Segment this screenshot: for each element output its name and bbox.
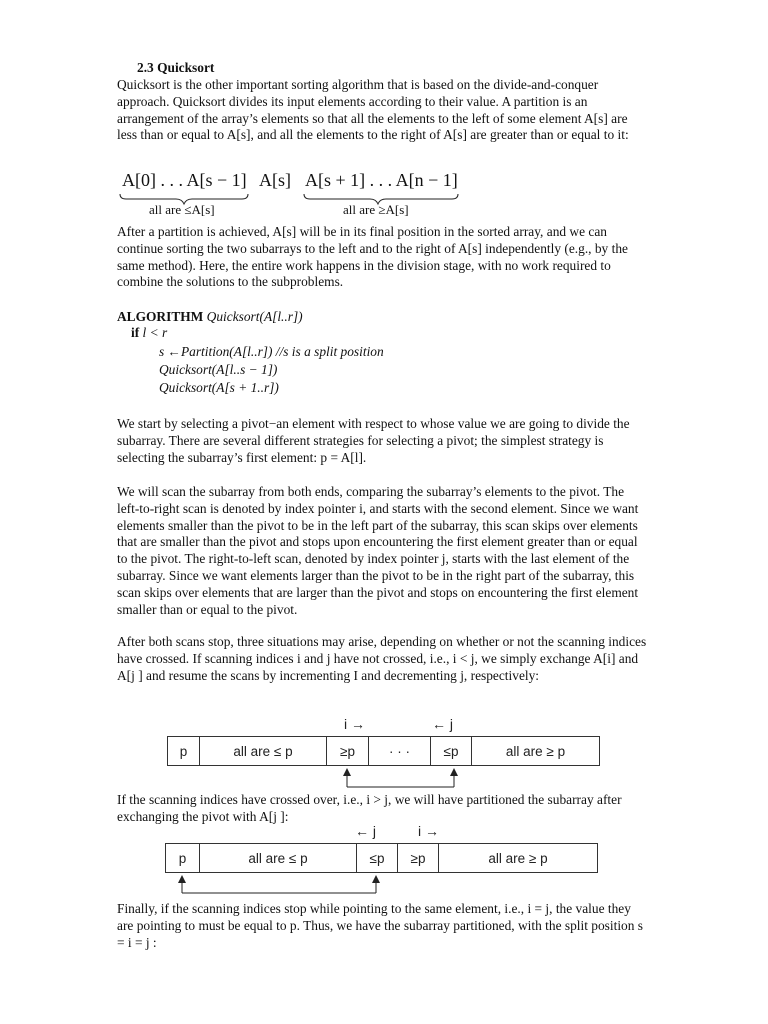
exchange-arrow (170, 873, 390, 901)
cell-i: ≥p (327, 737, 369, 765)
after-partition-paragraph: After a partition is achieved, A[s] will be in its final position in the sorted array, and we can continue sorting the two subarrays to the left and to the right of A[s] independently (e.g., by the same method). Here, the entire work happens in the division stage, with no work required to combine the solutions to the subproblems. (117, 224, 628, 290)
algorithm-keyword: ALGORITHM (117, 309, 204, 324)
formula-middle: A[s] (259, 170, 291, 190)
formula-right-label: all are ≥A[s] (343, 202, 409, 217)
pointer-j-label: ← j (355, 823, 376, 839)
cell-greater-equal: all are ≥ p (488, 850, 548, 866)
formula-left: A[0] . . . A[s − 1] (122, 170, 247, 190)
subarray-box (167, 736, 600, 766)
pointer-i-label: i → (418, 823, 439, 839)
pointer-i-label: i → (344, 716, 365, 732)
exchange-arrow (335, 766, 465, 794)
algorithm-line-recurse-right: Quicksort(A[s + 1..r]) (159, 380, 279, 395)
cell-less-equal: all are ≤ p (200, 844, 357, 872)
section-title: 2.3 Quicksort (137, 60, 215, 75)
intro-paragraph: Quicksort is the other important sorting algorithm that is based on the divide-and-conquer approach. Quicksort divides its input elements according to their value. A partition is an arrangement of the array’s elements so that all the elements to the left of some element A[s] are less than or equal to A[s], and all the elements to the right of A[s] are greater than or equal to it: (117, 77, 629, 143)
algorithm-condition: l < r (142, 325, 168, 340)
pointer-j-label: ← j (432, 716, 453, 732)
cell-i: ≥p (398, 844, 439, 872)
cell-j: ≤p (357, 844, 398, 872)
algorithm-name: Quicksort(A[l..r]) (206, 309, 303, 324)
scan-paragraph: We will scan the subarray from both ends, comparing the subarray’s elements to the pivot. The left-to-right scan is denoted by index pointer i, and starts with the second element. Since we want elements smaller than the pivot to be in the left part of the subarray, this scan skips over elements that are smaller than the pivot and stops upon encountering the first element greater than or equal to the pivot. The right-to-left scan, denoted by index pointer j, starts with the last element of the subarray. Since we want elements larger than the pivot to be in the right part of the subarray, this scan skips over elements that are larger than the pivot and stops on encountering the first element smaller than or equal to the pivot. (117, 484, 639, 617)
cell-less-equal: all are ≤ p (200, 737, 327, 765)
subarray-box (165, 843, 598, 873)
algorithm-if: if (131, 325, 140, 340)
algorithm-line-partition: s ←Partition(A[l..r]) //s is a split position (159, 344, 384, 359)
formula-left-label: all are ≤A[s] (149, 202, 215, 217)
pivot-paragraph: We start by selecting a pivot−an element with respect to whose value we are going to divide the subarray. There are several different strategies for selecting a pivot; the simplest strategy is selecting the subarray’s first element: p = A[l]. (117, 416, 630, 465)
cell-ellipsis: · · · (369, 737, 431, 765)
both-stop-paragraph: After both scans stop, three situations may arise, depending on whether or not the scanning indices have crossed. If scanning indices i and j have not crossed, i.e., i < j, we simply exchange A[i] and A[j ] and resume the scans by incrementing I and decrementing j, respectively: (117, 634, 647, 683)
crossed-paragraph: If the scanning indices have crossed over, i.e., i > j, we will have partitioned the subarray after exchanging the pivot with A[j ]: (117, 792, 622, 824)
final-paragraph: Finally, if the scanning indices stop while pointing to the same element, i.e., i = j, the value they are pointing to must be equal to p. Thus, we have the subarray partitioned, with the split position s = i = j : (117, 901, 643, 950)
cell-j: ≤p (431, 737, 472, 765)
algorithm-line-recurse-left: Quicksort(A[l..s − 1]) (159, 362, 278, 377)
cell-pivot: p (166, 844, 200, 872)
cell-greater-equal: all are ≥ p (505, 743, 566, 759)
cell-pivot: p (168, 737, 200, 765)
formula-right: A[s + 1] . . . A[n − 1] (305, 170, 458, 190)
